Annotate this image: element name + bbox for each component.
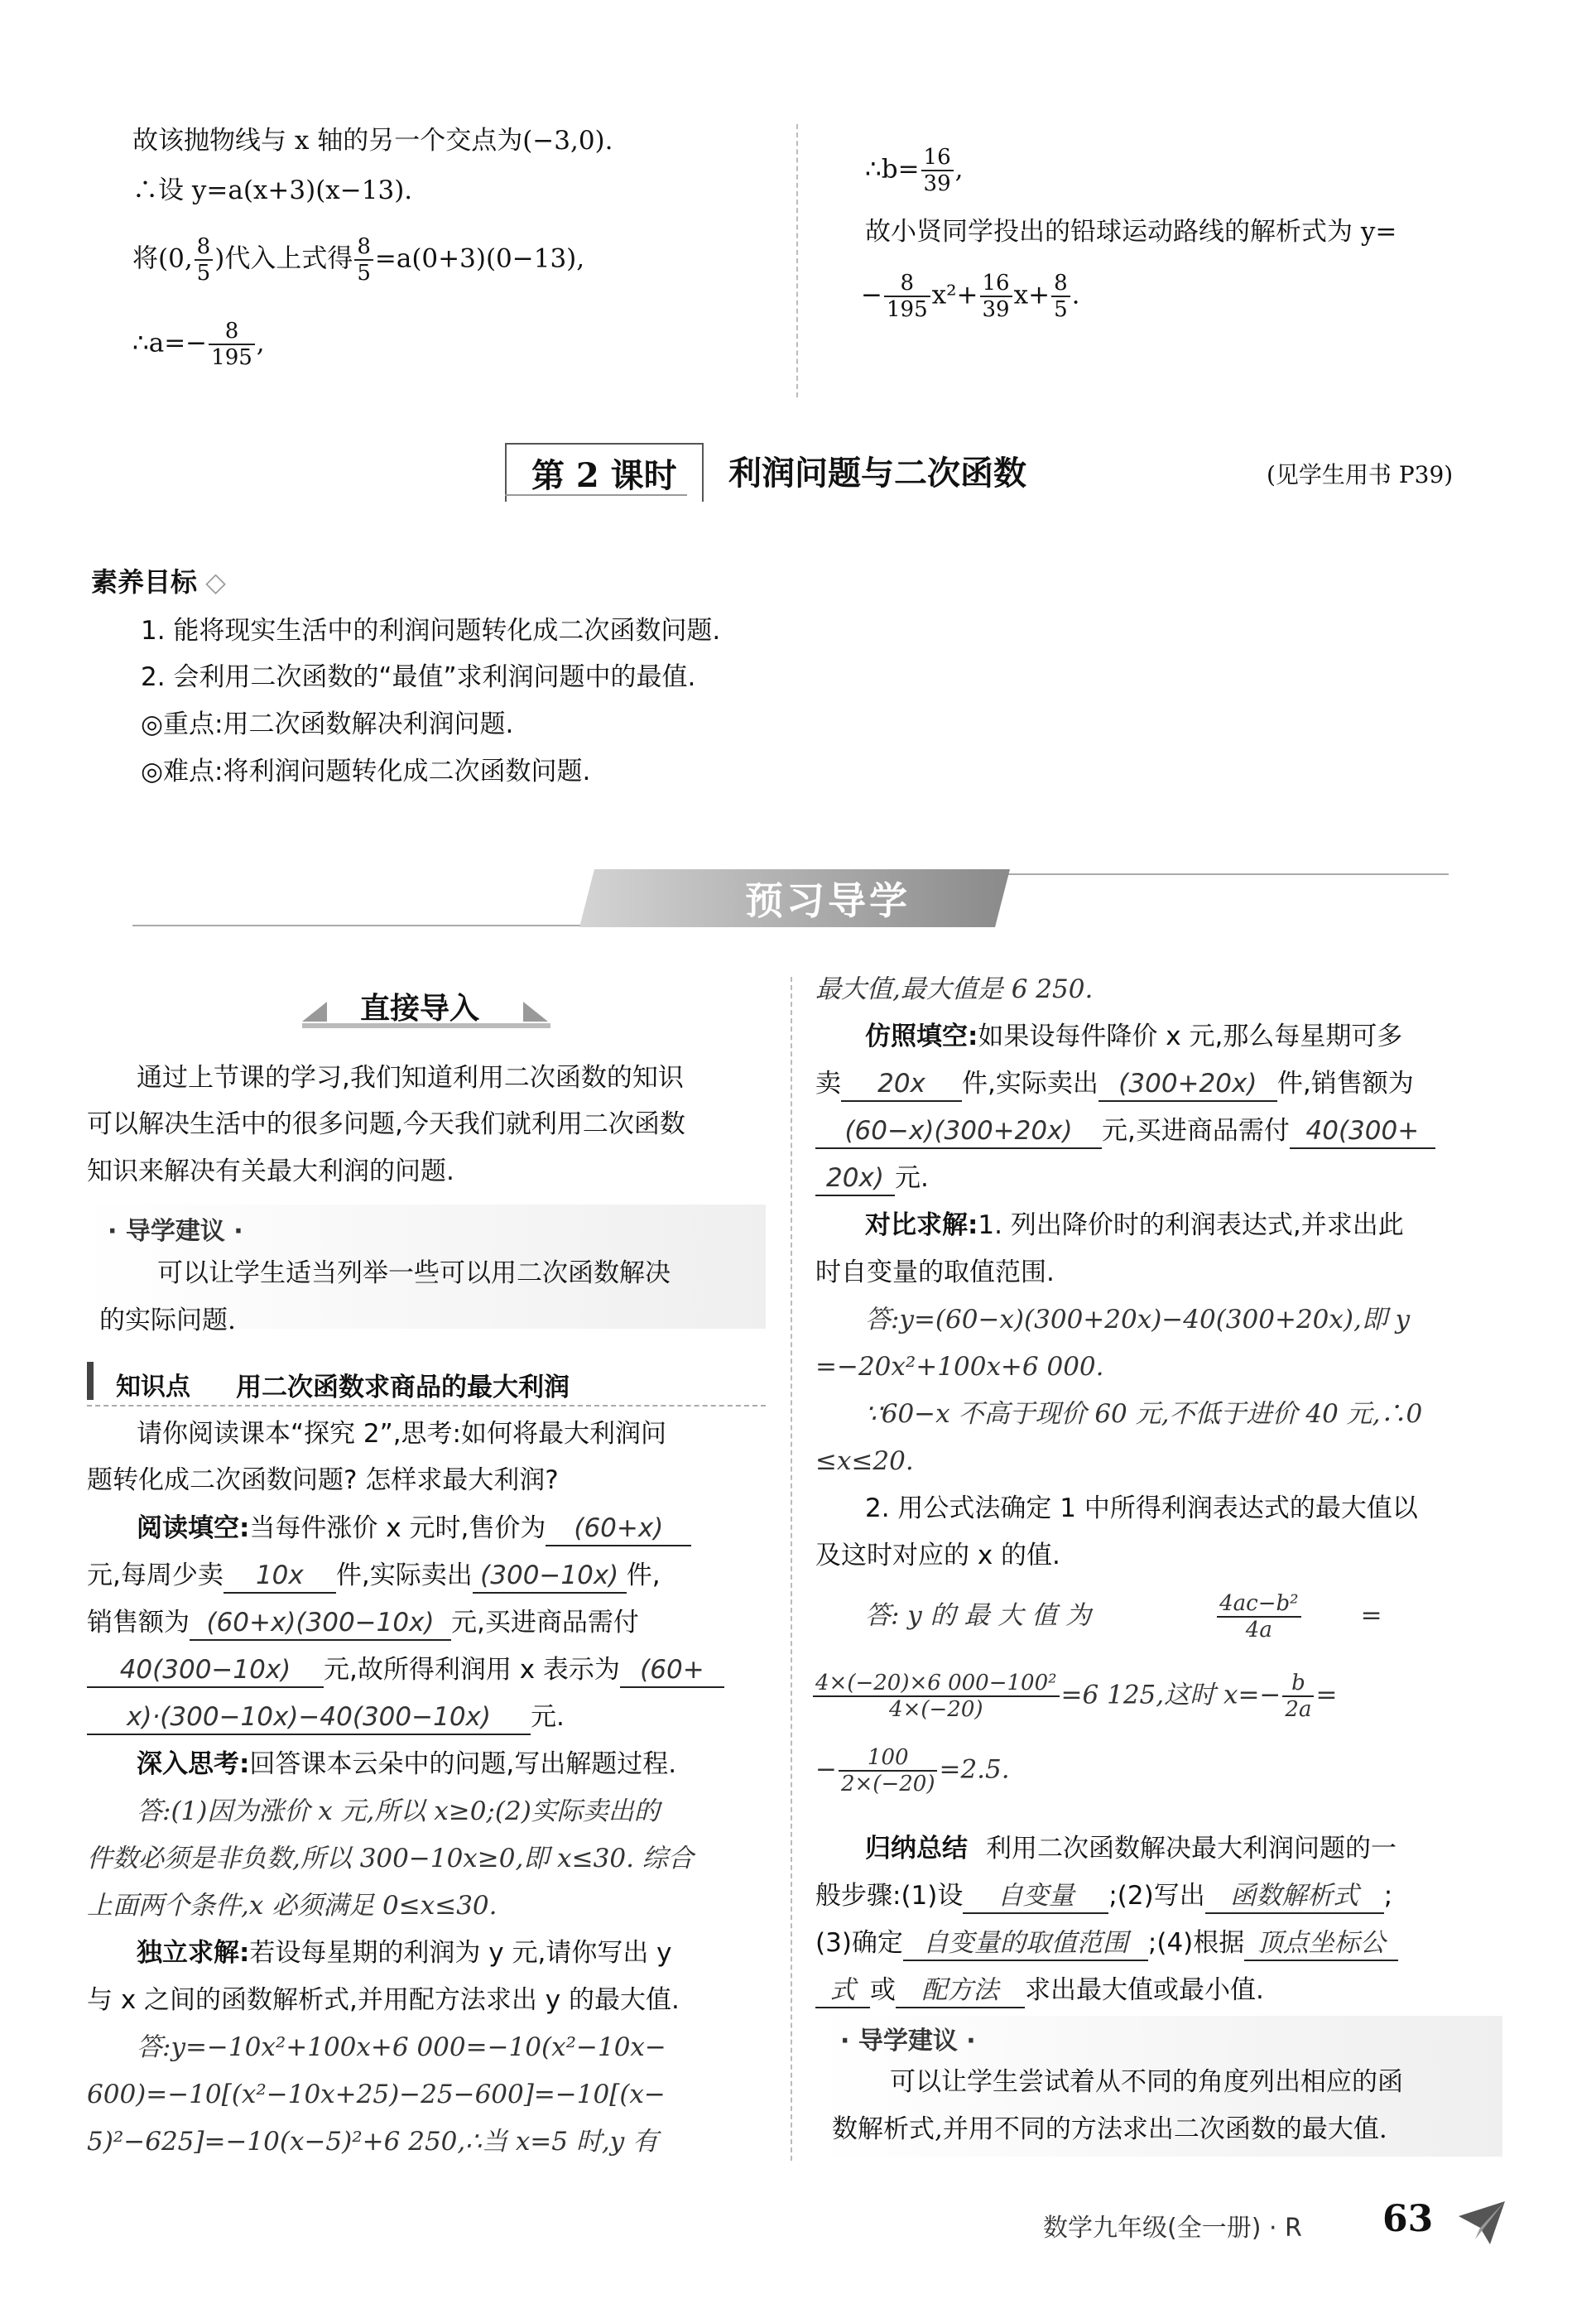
top-right-line-3: − $\frac{8}{195}$ x²+ $\frac{16}{39}$ x+ $\frac{8}{5}$ . xyxy=(861,271,1080,322)
think-answer-2: 件数必须是非负数,所以 300−10x≥0,即 x≤30. 综合 xyxy=(87,1844,694,1873)
solve-answer-1: 答:y=−10x²+100x+6 000=−10(x²−10x− xyxy=(137,2032,666,2062)
fraction-8-5-c: $\frac{8}{5}$ xyxy=(1051,271,1070,322)
goals-heading: 素养目标 ◇ xyxy=(91,566,226,598)
fill-line-3: 销售额为 (60+x)(300−10x) 元,买进商品需付 xyxy=(87,1606,639,1641)
imitate-line-1: 仿照填空:如果设每件降价 x 元,那么每星期可多 xyxy=(865,1022,1403,1051)
fraction-8-5: $\frac{8}{5}$ xyxy=(195,234,214,286)
solve-question-1: 独立求解:若设每星期的利润为 y 元,请你写出 y xyxy=(137,1938,672,1968)
knowledge-point-bar xyxy=(87,1362,94,1400)
top-left-line-4: ∴a=− $\frac{8}{195}$ , xyxy=(132,319,265,370)
blank-complete-square: 配方法 xyxy=(896,1974,1025,2008)
q2-line-1: 2. 用公式法确定 1 中所得利润表达式的最大值以 xyxy=(865,1493,1418,1523)
knowledge-point-label: 知识点 xyxy=(116,1373,190,1402)
blank-cost-r-a: 40(300+ xyxy=(1290,1114,1435,1149)
imitate-line-3: (60−x)(300+20x) 元,买进商品需付 40(300+ xyxy=(815,1114,1435,1149)
lesson-number: 第 2 课时 xyxy=(505,443,704,502)
blank-less-sold: 10x xyxy=(224,1559,336,1594)
paper-plane-icon xyxy=(1457,2198,1507,2248)
banner-rule-right xyxy=(985,873,1449,875)
fraction-8-195: $\frac{8}{195}$ xyxy=(209,319,255,370)
solve-answer-3: 5)²−625]=−10(x−5)²+6 250,∴当 x=5 时,y 有 xyxy=(87,2127,659,2157)
advice-title-right: · 导学建议 · xyxy=(840,2027,976,2056)
substitute-text: 代入上式得 xyxy=(224,243,353,274)
summary-line-3: (3)确定 自变量的取值范围 ;(4)根据 顶点坐标公 xyxy=(815,1926,1398,1961)
blank-profit-a: (60+ xyxy=(620,1653,724,1688)
lesson-title: 利润问题与二次函数 xyxy=(728,454,1026,493)
top-left-line-3 xyxy=(132,234,584,286)
lesson-underline xyxy=(505,494,687,496)
q2-line-2: 及这时对应的 x 的值. xyxy=(815,1541,1060,1570)
blank-variable: 自变量 xyxy=(963,1879,1108,1914)
think-question: 深入思考:回答课本云朵中的问题,写出解题过程. xyxy=(137,1749,677,1779)
fill-line-1: 阅读填空:当每件涨价 x 元时,售价为 (60+x) xyxy=(137,1512,691,1546)
intro-line-3: 知识来解决有关最大利润的问题. xyxy=(87,1157,454,1186)
summary-line-1: 归纳总结 利用二次函数解决最大利润问题的一 xyxy=(865,1834,1396,1864)
footer-book-title: 数学九年级(全一册) · R xyxy=(1043,2214,1302,2243)
summary-line-2: 般步骤:(1)设 自变量 ;(2)写出 函数解析式 ; xyxy=(815,1879,1392,1914)
page-number: 63 xyxy=(1382,2198,1434,2240)
top-right-line-1: ∴b= $\frac{16}{39}$ , xyxy=(865,145,964,196)
triangle-right-icon xyxy=(523,1002,548,1022)
compare-answer-1: 答:y=(60−x)(300+20x)−40(300+20x),即 y xyxy=(865,1305,1411,1335)
knowledge-point-title: 用二次函数求商品的最大利润 xyxy=(236,1373,570,1402)
think-answer-3: 上面两个条件,x 必须满足 0≤x≤30. xyxy=(87,1891,498,1921)
lesson-reference: (见学生用书 P39) xyxy=(1267,461,1454,488)
imitate-line-4: 20x) 元. xyxy=(815,1161,929,1196)
fraction-8-5-b: $\frac{8}{5}$ xyxy=(354,234,373,286)
blank-actual-sold: (300−10x) xyxy=(473,1559,627,1594)
goal-item-2: 2. 会利用二次函数的“最值”求利润问题中的最值. xyxy=(141,662,696,692)
read-line-1: 请你阅读课本“探究 2”,思考:如何将最大利润问 xyxy=(137,1419,666,1449)
q2-answer-1: 答: y 的 最 大 值 为 $\frac{\text{4ac−b²}}{4a}$ = xyxy=(865,1591,1382,1642)
top-right-line-2: 故小贤同学投出的铅球运动路线的解析式为 y= xyxy=(865,217,1397,247)
section-banner-title: 预习导学 xyxy=(745,878,911,923)
fill-line-5: x)·(300−10x)−40(300−10x) 元. xyxy=(87,1700,565,1735)
fraction-b-2a: $\frac{b}{2a}$ xyxy=(1282,1671,1314,1722)
fraction-16-39-b: $\frac{16}{39}$ xyxy=(980,271,1012,322)
solve-question-2: 与 x 之间的函数解析式,并用配方法求出 y 的最大值. xyxy=(87,1985,680,2015)
compare-line-2: 时自变量的取值范围. xyxy=(815,1258,1055,1287)
goal-key-point: ◎重点:用二次函数解决利润问题. xyxy=(141,709,514,739)
goal-difficulty: ◎难点:将利润问题转化成二次函数问题. xyxy=(141,757,591,786)
intro-line-2: 可以解决生活中的很多问题,今天我们就利用二次函数 xyxy=(87,1109,685,1139)
point-prefix: 将(0, xyxy=(132,243,193,274)
column-divider-top xyxy=(796,124,798,397)
advice-right-line-2: 数解析式,并用不同的方法求出二次函数的最大值. xyxy=(832,2114,1387,2144)
intro-line-1: 通过上节课的学习,我们知道利用二次函数的知识 xyxy=(137,1063,684,1093)
blank-vertex-formula-b: 式 xyxy=(815,1974,870,2008)
blank-revenue-r: (60−x)(300+20x) xyxy=(815,1114,1102,1149)
column-divider xyxy=(791,977,792,2161)
blank-vertex-formula-a: 顶点坐标公 xyxy=(1244,1926,1398,1961)
fill-line-4: 40(300−10x) 元,故所得利润用 x 表示为 (60+ xyxy=(87,1653,724,1688)
advice-left-line-1: 可以让学生适当列举一些可以用二次函数解决 xyxy=(157,1258,671,1288)
diamond-icon: ◇ xyxy=(197,566,226,598)
triangle-left-icon xyxy=(302,1002,327,1022)
blank-cost: 40(300−10x) xyxy=(87,1653,324,1688)
top-left-line-2: ∴设 y=a(x+3)(x−13). xyxy=(132,176,413,205)
fraction-8-195-b: $\frac{8}{195}$ xyxy=(884,271,930,322)
fraction-vertex-value: $\frac{\text{4×(−20)×6 000−100²}}{4\times(-20)}$ xyxy=(813,1671,1060,1722)
solve-answer-2: 600)=−10[(x²−10x+25)−25−600]=−10[(x− xyxy=(87,2080,666,2109)
blank-price: (60+x) xyxy=(546,1512,691,1546)
summary-line-4: 式 或 配方法 求出最大值或最小值. xyxy=(815,1974,1264,2008)
think-answer-1: 答:(1)因为涨价 x 元,所以 x≥0;(2)实际卖出的 xyxy=(137,1796,660,1826)
compare-answer-3: ∵60−x 不高于现价 60 元,不低于进价 40 元,∴0 xyxy=(865,1399,1423,1429)
read-line-2: 题转化成二次函数问题? 怎样求最大利润? xyxy=(87,1465,559,1495)
top-left-line-1: 故该抛物线与 x 轴的另一个交点为(−3,0). xyxy=(132,126,613,156)
advice-right-line-1: 可以让学生尝试着从不同的角度列出相应的函 xyxy=(890,2067,1403,2097)
right-continuation: 最大值,最大值是 6 250. xyxy=(815,974,1094,1004)
blank-more-sold: 20x xyxy=(841,1067,962,1102)
knowledge-point-rule xyxy=(87,1405,766,1407)
blank-actual-sold-r: (300+20x) xyxy=(1098,1067,1277,1102)
fraction-4ac: $\frac{\text{4ac−b²}}{4a}$ xyxy=(1217,1591,1300,1642)
blank-domain: 自变量的取值范围 xyxy=(903,1926,1148,1961)
direct-import-title: 直接导入 xyxy=(360,992,480,1026)
compare-answer-4: ≤x≤20. xyxy=(815,1446,914,1476)
point-suffix: ) xyxy=(214,243,225,274)
substitute-eq: =a(0+3)(0−13), xyxy=(374,243,585,274)
q2-answer-2: $\frac{\text{4×(−20)×6 000−100²}}{4\times(-20)}$ =6 125,这时 x=− $\frac{b}{2a}$ = xyxy=(811,1671,1337,1722)
goal-item-1: 1. 能将现实生活中的利润问题转化成二次函数问题. xyxy=(141,616,721,646)
blank-cost-r-b: 20x) xyxy=(815,1161,895,1196)
q2-answer-3: − $\frac{100}{2\times(-20)}$ =2.5. xyxy=(815,1745,1010,1796)
blank-revenue: (60+x)(300−10x) xyxy=(190,1606,451,1641)
fraction-16-39: $\frac{16}{39}$ xyxy=(921,145,954,196)
fraction-100: $\frac{100}{2\times(-20)}$ xyxy=(839,1745,937,1796)
advice-left-line-2: 的实际问题. xyxy=(99,1306,236,1335)
advice-title-left: · 导学建议 · xyxy=(108,1217,243,1246)
blank-profit-b: x)·(300−10x)−40(300−10x) xyxy=(87,1700,531,1735)
fill-line-2: 元,每周少卖 10x 件,实际卖出 (300−10x) 件, xyxy=(87,1559,661,1594)
blank-function-expression: 函数解析式 xyxy=(1205,1879,1384,1914)
compare-answer-2: =−20x²+100x+6 000. xyxy=(815,1352,1104,1382)
compare-line-1: 对比求解:1. 列出降价时的利润表达式,并求出此 xyxy=(865,1210,1404,1240)
banner-rule-left xyxy=(132,925,596,926)
imitate-line-2: 卖 20x 件,实际卖出 (300+20x) 件,销售额为 xyxy=(815,1067,1414,1102)
